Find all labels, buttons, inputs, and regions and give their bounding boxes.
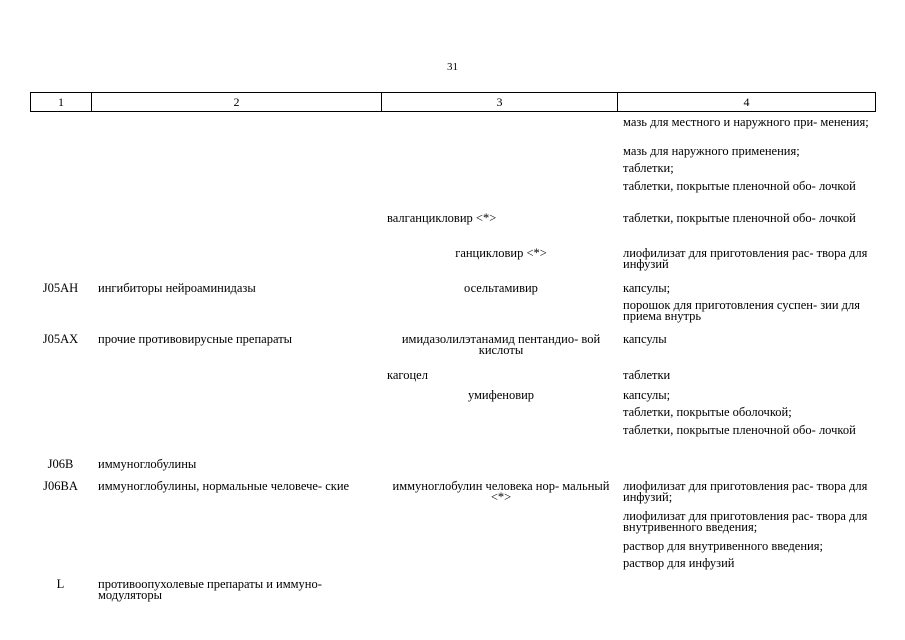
dosage-form: лиофилизат для приготовления рас- твора для внутривенного введения; <box>623 509 868 534</box>
drug-name: иммуноглобулин человека нор- мальный <*> <box>392 479 610 504</box>
atc-code: J05AH <box>42 281 79 295</box>
dosage-form: капсулы <box>623 332 667 346</box>
dosage-form: таблетки; <box>623 161 674 175</box>
atc-code: L <box>56 577 65 591</box>
group-name: ингибиторы нейроаминидазы <box>98 281 256 295</box>
atc-code: J05AX <box>42 332 79 346</box>
column-header-2: 2 <box>92 93 382 111</box>
dosage-form: таблетки <box>623 368 671 382</box>
dosage-form: таблетки, покрытые пленочной обо- лочкой <box>623 179 856 193</box>
dosage-form: таблетки, покрытые пленочной обо- лочкой <box>623 211 856 225</box>
group-name: противоопухолевые препараты и иммуно- модуляторы <box>98 577 322 602</box>
dosage-form: капсулы; <box>623 388 671 402</box>
drug-name: имидазолилэтанамид пентандио- вой кислоты <box>401 332 601 357</box>
drug-name: осельтамивир <box>464 281 538 295</box>
drug-name: ганцикловир <*> <box>455 246 547 260</box>
dosage-form: порошок для приготовления суспен- зии для приема внутрь <box>623 298 861 323</box>
dosage-form: мазь для местного и наружного при- менения; <box>623 115 869 129</box>
atc-code: J06BA <box>43 479 78 493</box>
dosage-form: раствор для инфузий <box>623 556 735 570</box>
dosage-form: таблетки, покрытые оболочкой; <box>623 405 792 419</box>
column-header-3: 3 <box>382 93 618 111</box>
atc-code: J06B <box>47 457 74 471</box>
column-header-1: 1 <box>31 93 92 111</box>
drug-name: валганцикловир <*> <box>387 211 497 225</box>
group-name: иммуноглобулины, нормальные человече- ские <box>98 479 350 493</box>
group-name: иммуноглобулины <box>98 457 197 471</box>
dosage-form: раствор для внутривенного введения; <box>623 539 823 553</box>
column-header-4: 4 <box>743 94 750 109</box>
dosage-form: мазь для наружного применения; <box>623 144 800 158</box>
dosage-form: лиофилизат для приготовления рас- твора для инфузий <box>623 246 868 271</box>
dosage-form: таблетки, покрытые пленочной обо- лочкой <box>623 423 856 437</box>
page-number: 31 <box>447 61 458 73</box>
dosage-form: капсулы; <box>623 281 671 295</box>
drug-name: кагоцел <box>387 368 428 382</box>
drug-name: умифеновир <box>467 388 535 402</box>
table-header-row <box>30 92 876 112</box>
group-name: прочие противовирусные препараты <box>98 332 293 346</box>
dosage-form: лиофилизат для приготовления рас- твора для инфузий; <box>623 479 868 504</box>
